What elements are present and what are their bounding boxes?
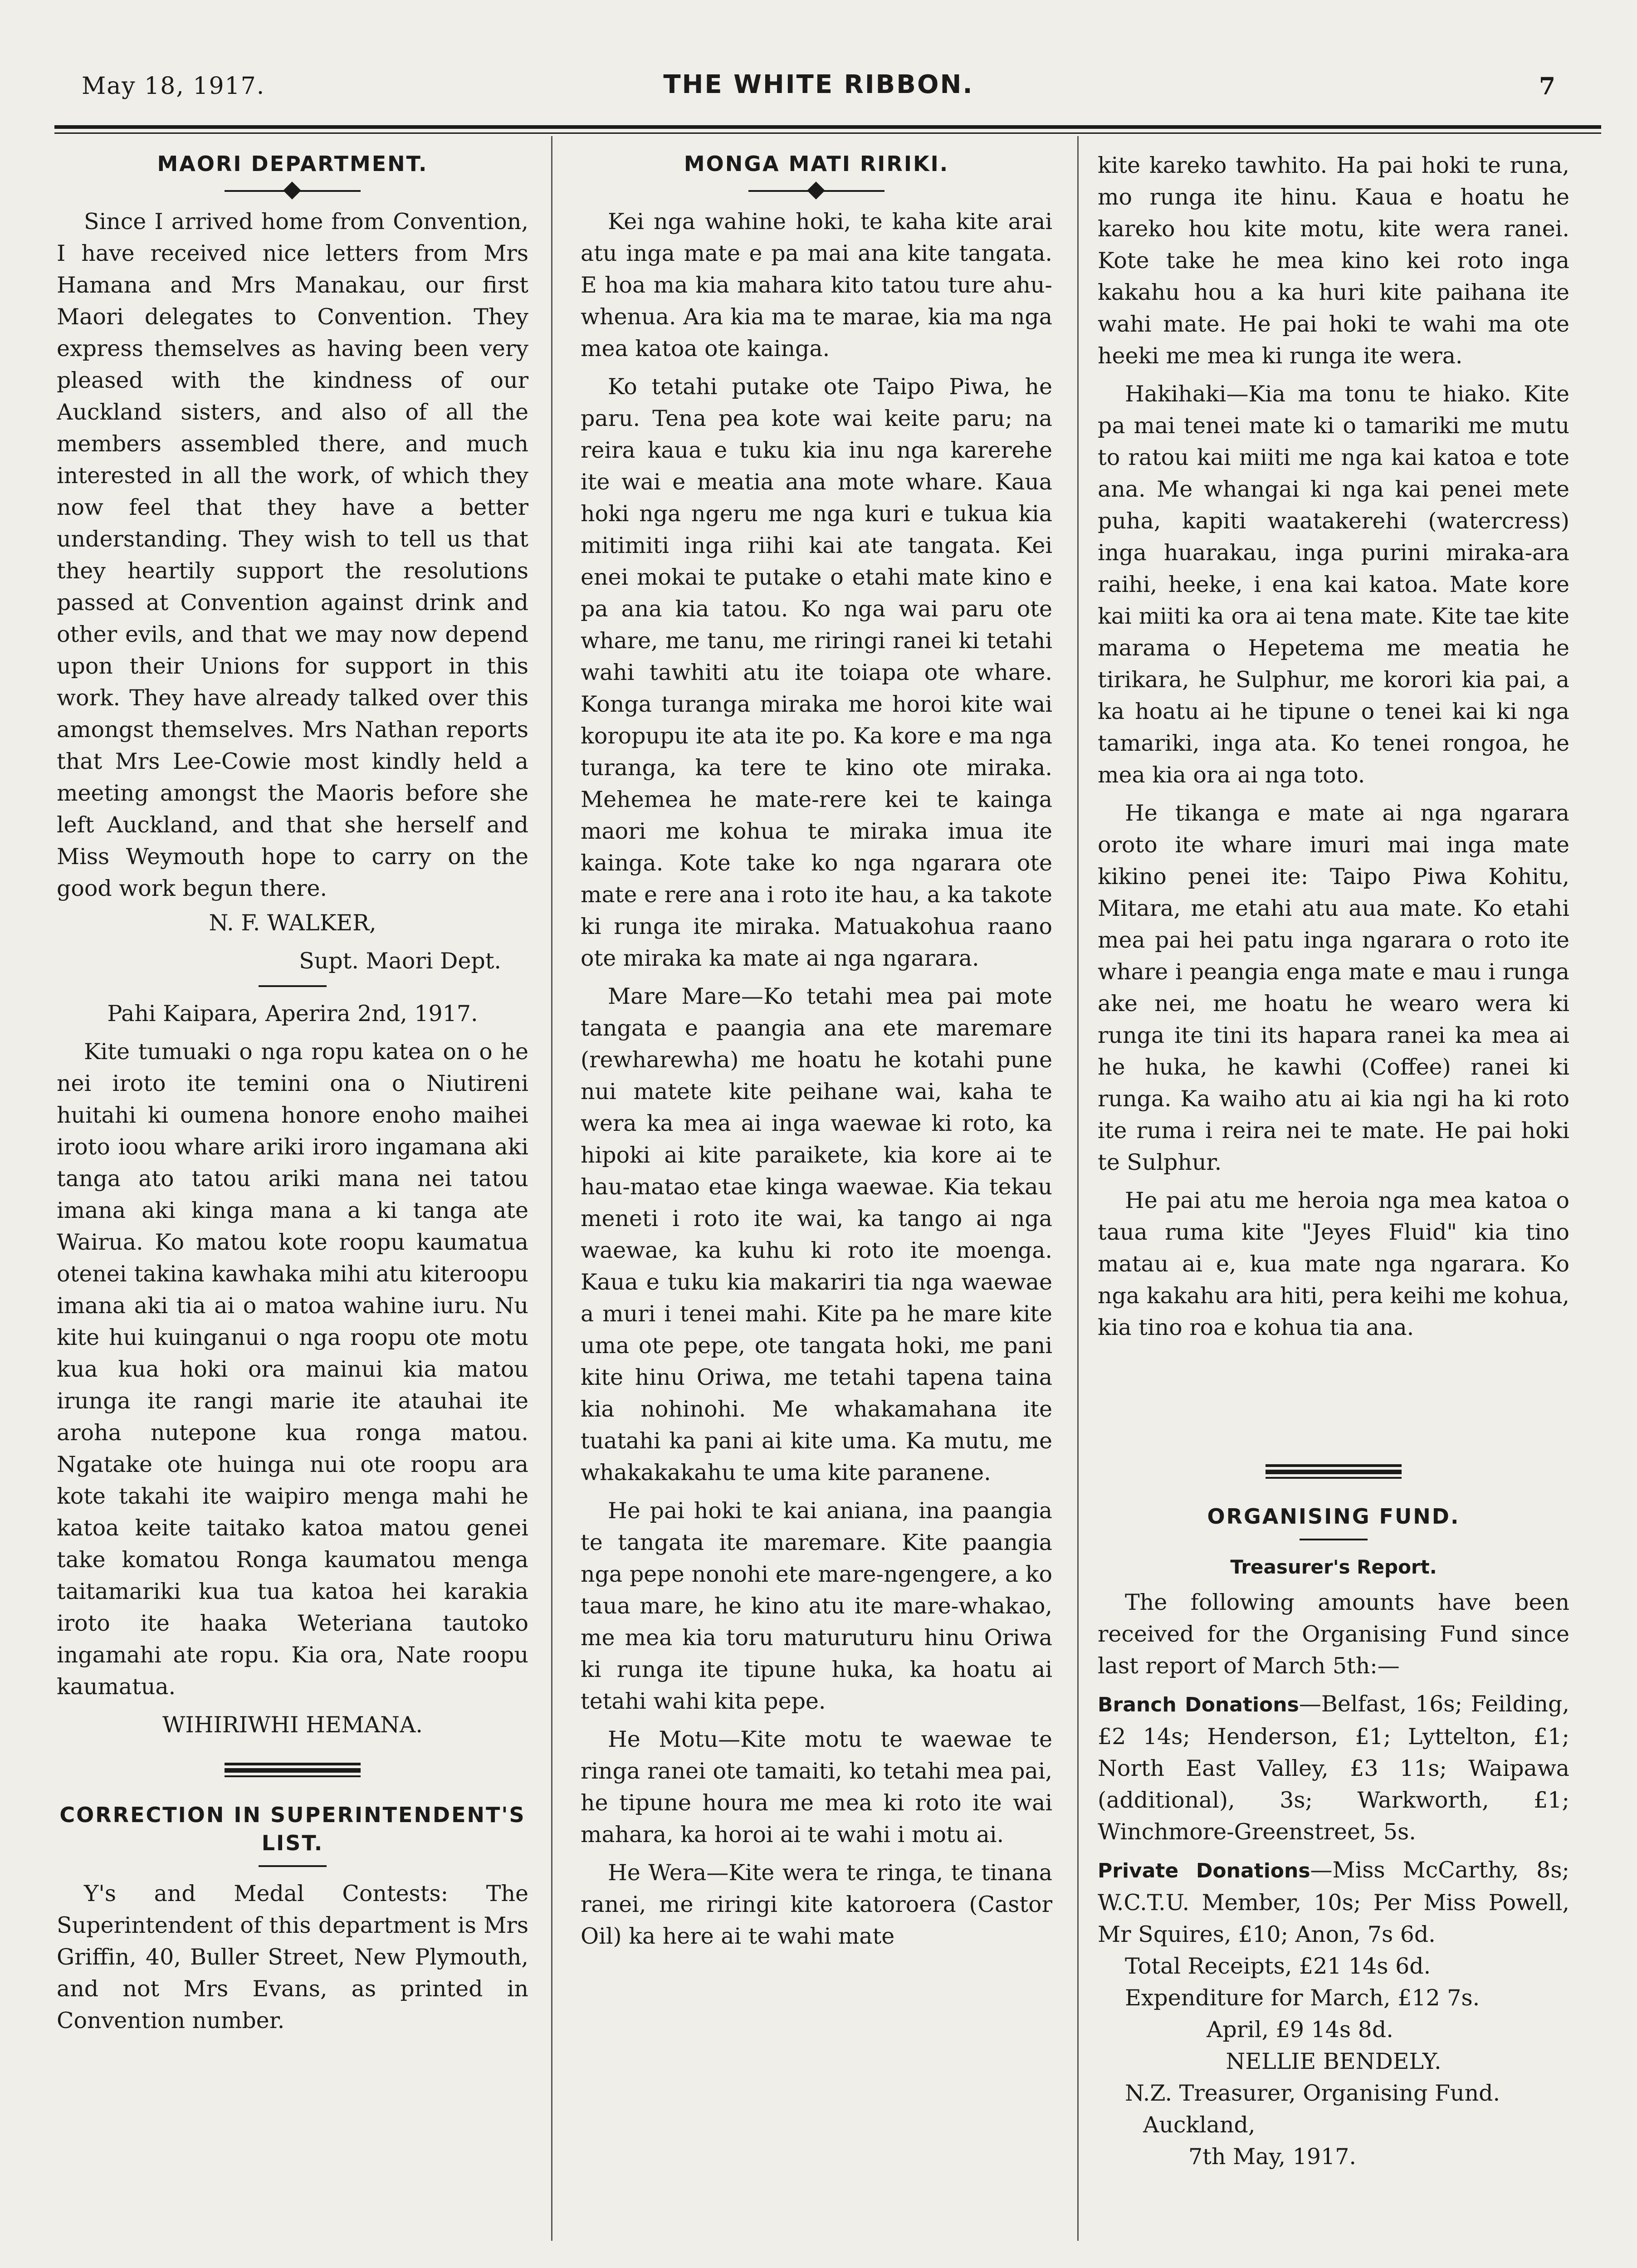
monga-paragraph: Ko tetahi putake ote Taipo Piwa, he paru. Tena pea kote wai keite paru; na reira kaua e tuku kia inu nga karerehe ite wai e meatia ana mote whare. Kaua hoki nga ngeru me nga kuri e tukua kia mitimiti inga riihi kai ate tangata. Kei enei mokai te putake o etahi mate kino e pa ana kia tatou. Ko nga wai paru ote whare, me tanu, me riringi ranei ki tetahi wahi tawhiti atu ite toiapa ote whare. Konga turanga miraka me horoi kite wai koropupu ite ata ite po. Ka kore e ma nga turanga, ka tere te kino ote miraka. Mehemea he mate-rere kei te kainga maori me kohua te miraka imua ite kainga. Kote take ko nga ngarara ote mate e rere ana i roto ite hau, a ka takote ki runga ite miraka. Matuakohua raano ote miraka ka mate ai nga ngarara.: [581, 374, 1052, 971]
newspaper-title: THE WHITE RIBBON.: [663, 70, 974, 99]
section-heading-maori-department: MAORI DEPARTMENT.: [157, 152, 428, 176]
continued-paragraph: kite kareko tawhito. Ha pai hoki te runa, mo runga ite hinu. Kaua e hoatu he kareko hou kite motu, kite wera ranei. Kote take he mea kino kei roto inga kakahu hou a ka huri kite paihana ite wahi mate. He pai hoki te wahi ma ote heeki me mea ki runga ite wera.: [1098, 152, 1569, 369]
column-2: [581, 150, 1052, 1952]
private-donations-text: —Miss McCarthy, 8s; W.C.T.U. Member, 10s; Per Miss Powell, Mr Squires, £10; Anon, 7s 6d.: [1098, 1857, 1569, 1947]
monga-paragraph: Kei nga wahine hoki, te kaha kite arai atu inga mate e pa mai ana kite tangata. E hoa ma kia mahara kito tatou ture ahu-whenua. Ara kia ma te marae, kia ma nga mea katoa ote kainga.: [581, 209, 1052, 362]
issue-date: May 18, 1917.: [82, 73, 265, 100]
treasurer-role: N.Z. Treasurer, Organising Fund.: [1125, 2080, 1500, 2106]
total-receipts: Total Receipts, £21 14s 6d.: [1125, 1953, 1431, 1979]
short-divider: [259, 1865, 327, 1867]
branch-donations-label: Branch Donations: [1098, 1693, 1299, 1716]
monga-paragraph: Mare Mare—Ko tetahi mea pai mote tangata e paangia ana ete maremare (rewharewha) me hoatu he kotahi pune nui matete kite peihane wai, kaha te wera ka mea ai inga waewae ki roto, ka hipoki ai kite paraikete, kia kore ai te hau-matao etae kinga waewae. Kia tekau meneti i roto ite wai, ka tango ai nga waewae, ka kuhu ki roto ite moenga. Kaua e tuku kia makariri tia nga waewae a muri i tenei mahi. Kite pa he mare kite uma ote pepe, ote tangata hoki, me pani kite hinu Oriwa, me tetahi tapena taina kia nohinohi. Me whakamahana ite tuatahi ka pani ai kite uma. Ka mutu, me whakakakahu te uma kite paranene.: [581, 983, 1052, 1486]
page-number: 7: [1539, 73, 1555, 100]
signature-name: N. F. WALKER,: [209, 910, 376, 936]
short-divider: [259, 985, 327, 987]
expenditure-march: Expenditure for March, £12 7s.: [1125, 1985, 1480, 2011]
branch-donations: [1098, 1688, 1569, 1848]
treasurer-name: NELLIE BENDELY.: [1226, 2048, 1442, 2074]
private-donations: [1098, 1854, 1569, 1950]
health-paragraph: He pai atu me heroia nga mea katoa o taua ruma kite "Jeyes Fluid" kia tino matau ai e, kua mate nga ngarara. Ko nga kakahu ara hiti, pera keihi me kohua, kia tino roa e kohua tia ana.: [1098, 1188, 1569, 1340]
signature-title: Supt. Maori Dept.: [299, 948, 501, 974]
treasurer-date: 7th May, 1917.: [1188, 2144, 1356, 2170]
diamond-divider: [748, 184, 884, 198]
column-1: [57, 150, 528, 2037]
section-heading-correction: CORRECTION IN SUPERINTENDENT'S LIST.: [59, 1803, 526, 1855]
treasurer-report-subheading: Treasurer's Report.: [1230, 1556, 1437, 1578]
treasurer-place: Auckland,: [1143, 2112, 1256, 2138]
branch-donations-text: —Belfast, 16s; Feilding, £2 14s; Henderson, £1; Lyttelton, £1; North East Valley, £3 11s; Waipawa (additional), 3s; Warkworth, £1; Winchmore-Greenstreet, 5s.: [1098, 1691, 1570, 1845]
maori-letter-text: Kite tumuaki o nga ropu katea on o he nei iroto ite temini ona o Niutireni huitahi ki oumena honore enoho maihei iroto ioou whare ariki iroro ingamana aki tanga ato tatou ariki mana nei tatou imana aki kinga mana a ki tanga ate Wairua. Ko matou kote roopu kaumatua otenei takina kawhaka mihi atu kiteroopu imana aki tia ai o matoa wahine iuru. Nu kite hui kuinganui o nga roopu ote motu kua kua hoki ora mainui kia matou irunga ite rangi marie ite atauhai ite aroha nutepone kua ronga matou. Ngatake ote huinga nui ote roopu ara kote takahi ite waipiro menga mahi he katoa keite taitako katoa matou genei take komatou Ronga kaumatou menga taitamariki kua tua katoa hei karakia iroto ite haaka Weteriana tautoko ingamahi ate ropu. Kia ora, Nate roopu kaumatua.: [57, 1039, 528, 1700]
monga-paragraph: He Wera—Kite wera te ringa, te tinana ranei, me riringi kite katoroera (Castor Oil) ka here ai te wahi mate: [581, 1860, 1052, 1949]
short-divider: [1300, 1539, 1368, 1540]
private-donations-label: Private Donations: [1098, 1859, 1310, 1882]
section-separator: [225, 1760, 361, 1779]
fund-intro: The following amounts have been received for the Organising Fund since last report of March 5th:—: [1098, 1589, 1569, 1679]
section-heading-monga-mati-riki: MONGA MATI RIRIKI.: [684, 152, 949, 176]
expenditure-april: April, £9 14s 8d.: [1207, 2017, 1393, 2043]
diamond-divider: [225, 184, 361, 198]
monga-paragraph: He Motu—Kite motu te waewae te ringa ranei ote tamaiti, ko tetahi mea pai, he tipune houra me mea ki roto ite wai mahara, ka horoi ai te wahi i motu ai.: [581, 1726, 1052, 1848]
health-paragraph: Hakihaki—Kia ma tonu te hiako. Kite pa mai tenei mate ki o tamariki me mutu to ratou kai miiti me nga kai katoa e tote ana. Me whangai ki nga kai penei mete puha, kapiti waatakerehi (watercress) inga huarakau, inga purini miraka-ara raihi, heeke, i ena kai katoa. Mate kore kai miiti ka ora ai tena mate. Kite tae kite marama o Hepetema me meatia he tirikara, he Sulphur, me korori kia pai, a ka hoatu ai he tipune o tenei kai ki nga tamariki, inga ata. Ko tenei rongoa, he mea kia ora ai nga toto.: [1098, 381, 1569, 788]
maori-letter-dateline: Pahi Kaipara, Aperira 2nd, 1917.: [107, 1001, 478, 1026]
masthead: [82, 70, 1555, 109]
column-divider: [1077, 136, 1079, 2241]
section-separator: [1266, 1461, 1402, 1481]
column-3: [1098, 150, 1569, 2173]
maori-dept-report: Since I arrived home from Convention, I have received nice letters from Mrs Hamana and Mrs Manakau, our first Maori delegates to Convention. They express themselves as having been very pleased with the kindness of our Auckland sisters, and also of all the members assembled there, and much interested in all the work, of which they now feel that they have a better understanding. They wish to tell us that they heartily support the resolutions passed at Convention against drink and other evils, and that we may now depend upon their Unions for support in this work. They have already talked over this amongst themselves. Mrs Nathan reports that Mrs Lee-Cowie most kindly held a meeting amongst the Maoris before she left Auckland, and that she herself and Miss Weymouth hope to carry on the good work begun there.: [57, 209, 528, 901]
column-divider: [551, 136, 552, 2241]
health-paragraph: He tikanga e mate ai nga ngarara oroto ite whare imuri mai inga mate kikino penei ite: Taipo Piwa Kohitu, Mitara, me etahi atu aua mate. Ko etahi mea pai hei patu inga ngarara o roto ite whare i peangia enga mate e mau i runga ake nei, me hoatu he wearo wera ki runga ite tini its hapara ranei ka mea ai he huka, he kawhi (Coffee) ranei ki runga. Ka waiho atu ai kia ngi ha ki roto ite ruma i reira nei te mate. He pai hoki te Sulphur.: [1098, 800, 1569, 1175]
monga-paragraph: He pai hoki te kai aniana, ina paangia te tangata ite maremare. Kite paangia nga pepe nonohi ete mare-ngengere, a ko taua mare, he kino atu ite mare-whakao, me mea kia toru maturuturu hinu Oriwa ki runga ite tipune huka, ka hoatu ai tetahi wahi kita pepe.: [581, 1498, 1052, 1714]
masthead-rule-thin: [54, 132, 1601, 134]
masthead-rule: [54, 125, 1601, 129]
correction-text: Y's and Medal Contests: The Superintendent of this department is Mrs Griffin, 40, Buller Street, New Plymouth, and not Mrs Evans, as printed in Convention number.: [57, 1881, 528, 2033]
maori-letter-signature: WIHIRIWHI HEMANA.: [162, 1712, 423, 1738]
section-heading-organising-fund: ORGANISING FUND.: [1207, 1504, 1460, 1529]
